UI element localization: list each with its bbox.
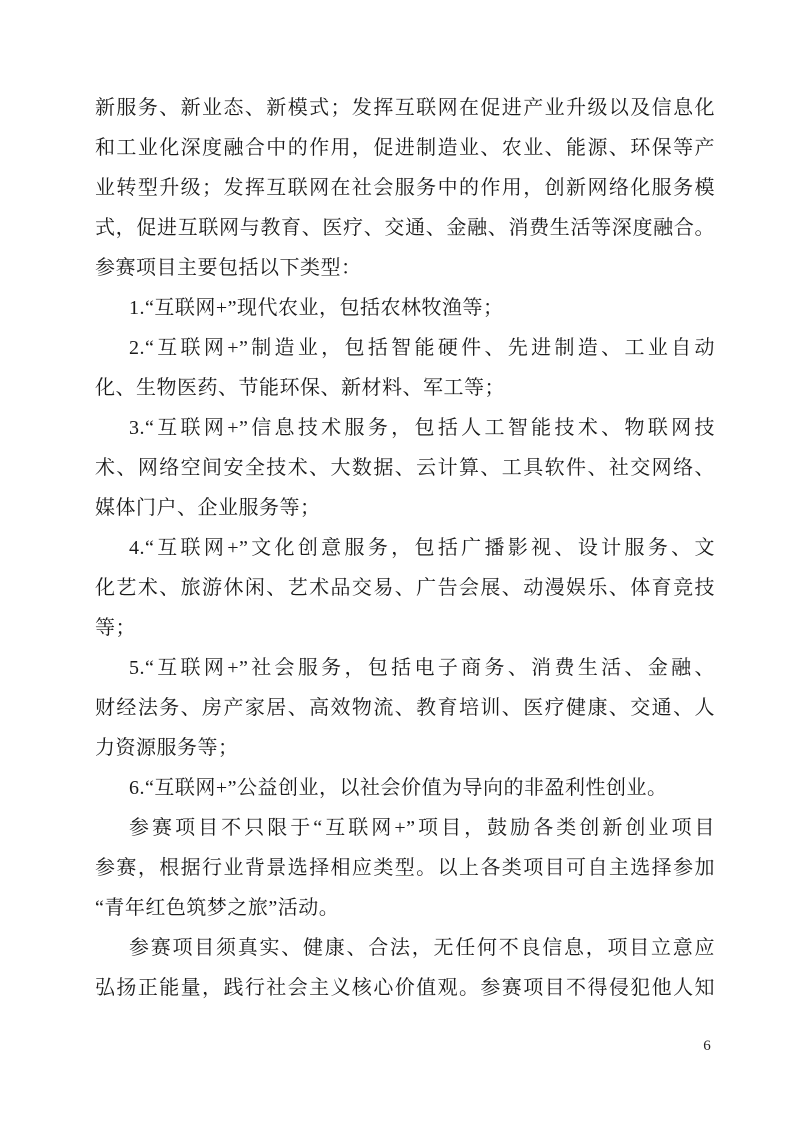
text-line: 2.“互联网+”制造业，包括智能硬件、先进制造、工业自动 <box>129 337 715 359</box>
paragraph <box>95 88 715 288</box>
text-line: 力资源服务等； <box>95 737 239 759</box>
text-line: 式，促进互联网与教育、医疗、交通、金融、消费生活等深度融合。 <box>95 217 715 239</box>
text-line: 财经法务、房产家居、高效物流、教育培训、医疗健康、交通、人 <box>95 697 715 719</box>
paragraph <box>95 328 715 408</box>
text-block <box>95 88 715 1008</box>
text-line: 3.“互联网+”信息技术服务，包括人工智能技术、物联网技 <box>129 417 715 439</box>
text-line: 媒体门户、企业服务等； <box>95 497 321 519</box>
text-line: 弘扬正能量，践行社会主义核心价值观。参赛项目不得侵犯他人知 <box>95 977 715 999</box>
text-line: 1.“互联网+”现代农业，包括农林牧渔等； <box>129 297 504 319</box>
text-line: 新服务、新业态、新模式；发挥互联网在促进产业升级以及信息化 <box>95 97 715 119</box>
text-line: 术、网络空间安全技术、大数据、云计算、工具软件、社交网络、 <box>95 457 715 479</box>
paragraph <box>95 768 715 808</box>
text-line: 6.“互联网+”公益创业，以社会价值为导向的非盈利性创业。 <box>129 777 668 799</box>
text-line: 参赛，根据行业背景选择相应类型。以上各类项目可自主选择参加 <box>95 857 715 879</box>
paragraph <box>95 928 715 1008</box>
text-line: 和工业化深度融合中的作用，促进制造业、农业、能源、环保等产 <box>95 137 715 159</box>
paragraph <box>95 408 715 528</box>
paragraph <box>95 808 715 928</box>
paragraph <box>95 288 715 328</box>
text-line: 业转型升级；发挥互联网在社会服务中的作用，创新网络化服务模 <box>95 177 715 199</box>
text-line: 参赛项目主要包括以下类型： <box>95 257 362 279</box>
text-line: 参赛项目须真实、健康、合法，无任何不良信息，项目立意应 <box>129 937 715 959</box>
text-line: “青年红色筑梦之旅”活动。 <box>95 897 340 919</box>
text-line: 5.“互联网+”社会服务，包括电子商务、消费生活、金融、 <box>129 657 715 679</box>
text-line: 等； <box>95 617 136 639</box>
text-line: 化、生物医药、节能环保、新材料、军工等； <box>95 377 505 399</box>
text-line: 参赛项目不只限于“互联网+”项目，鼓励各类创新创业项目 <box>129 817 715 839</box>
text-line: 化艺术、旅游休闲、艺术品交易、广告会展、动漫娱乐、体育竞技 <box>95 577 715 599</box>
paragraph <box>95 528 715 648</box>
page-number: 6 <box>703 1038 711 1054</box>
paragraph <box>95 648 715 768</box>
text-line: 4.“互联网+”文化创意服务，包括广播影视、设计服务、文 <box>129 537 715 559</box>
